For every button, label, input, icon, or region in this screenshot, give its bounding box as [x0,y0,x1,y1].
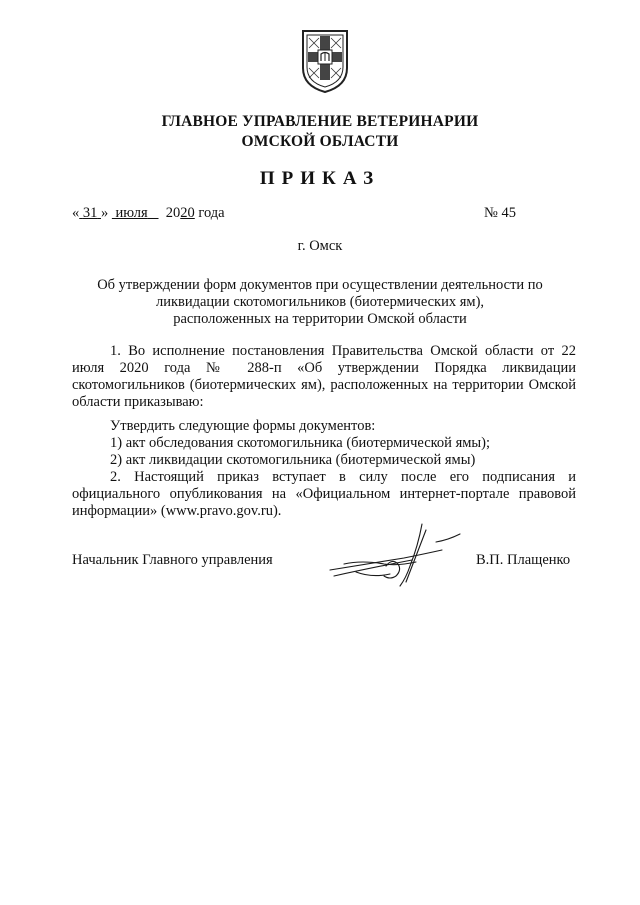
approve-forms-line: Утвердить следующие формы документов: [110,418,376,434]
date-year-suffix: 20 [180,205,195,221]
subject-line-2: ликвидации скотомогильников (биотермических ям), [155,294,485,310]
paragraph-1 [72,343,576,411]
paragraph-1-text: 1. Во исполнение постановления Правительства Омской области от 22 июля 2020 года № 288-п «Об утверждении Порядка ликвидации скотомогильников (биотермических ям), расположенных на территории Омской области приказываю: [72,343,576,410]
paragraph-2: 2. Настоящий приказ вступает в силу после его подписания и официального опубликования на «Официальном интернет-портале правовой информации» (www.pravo.gov.ru). [72,469,576,519]
date-quote-open: « [72,205,80,221]
signer-name: В.П. Плащенко [476,552,571,568]
order-date [72,205,225,222]
handwritten-signature [326,520,466,592]
date-quote-close: » [101,205,109,221]
organization-name-line-2: ОМСКОЙ ОБЛАСТИ [241,133,399,150]
subject-line-3: расположенных на территории Омской области [173,311,467,327]
organization-name-line-1: ГЛАВНОЕ УПРАВЛЕНИЕ ВЕТЕРИНАРИИ [161,113,479,130]
document-type-title: ПРИКАЗ [259,168,381,189]
date-year-prefix: 20 [165,205,181,221]
form-item-2: 2) акт ликвидации скотомогильника (биотермической ямы) [110,452,476,468]
date-day: 31 [82,205,98,221]
date-month: июля [115,205,148,221]
city: г. Омск [297,238,343,254]
form-item-1: 1) акт обследования скотомогильника (биотермической ямы); [110,435,491,451]
date-year-word: года [198,205,225,221]
signer-position: Начальник Главного управления [72,552,273,568]
coat-of-arms-emblem [300,28,350,94]
organization-name [0,112,640,152]
order-subject [0,277,640,328]
subject-line-1: Об утверждении форм документов при осуществлении деятельности по [97,277,543,293]
order-number: № 45 [484,205,516,221]
